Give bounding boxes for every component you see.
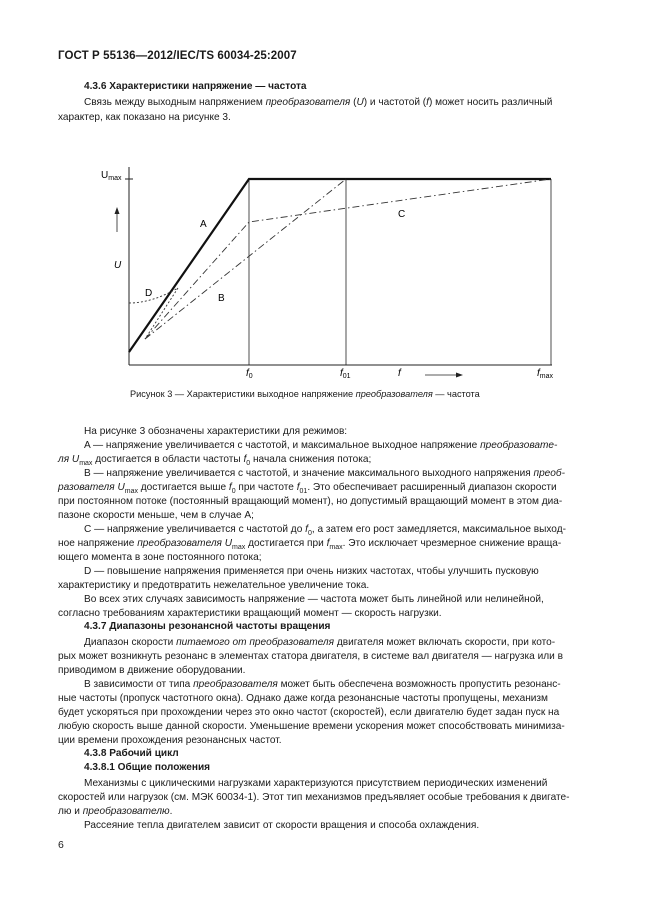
s438-p1-line1: Механизмы с циклическими нагрузками характеризуются присутствием периодических изменений [84,778,548,789]
page-number: 6 [58,839,64,851]
mode-a-line2: ля $U_{max}$ достигается в области частоты $f_0$ начала снижения потока; [58,454,372,468]
label-umax: $U_{max}$ [101,170,122,182]
section-4-3-8-title: 4.3.8 Рабочий цикл [84,748,179,759]
mode-a-line1: A — напряжение увеличивается с частотой, и максимальное выходное напряжение преобразовате- [84,440,558,451]
s437-p1-line2: рых может возникнуть резонанс в элементах статора двигателя, в системе вал двигателя — нагрузка или в [58,651,563,662]
label-curve-c: C [398,209,406,220]
all-modes-line1: Во всех этих случаях зависимость напряжение — частота может быть линейной или нелинейной, [84,594,544,605]
curve-b [145,179,346,339]
document-header: ГОСТ Р 55136—2012/IEC/TS 60034-25:2007 [58,50,297,62]
mode-b-line4: пазоне скорости меньше, чем в случае A; [58,510,254,521]
s436-paragraph-line1: Связь между выходным напряжением преобразователя (U) и частотой (f) может носить различный [84,97,553,108]
s437-p2-line5: ции времени прохождения резонансных частот. [58,735,282,746]
curve-a [129,179,551,352]
mode-d-line2: характеристику и предотвратить нежелательное увеличение тока. [58,580,370,591]
s438-p2: Рассеяние тепла двигателем зависит от скорости вращения и способа охлаждения. [84,820,480,831]
s438-p1-line2: скоростей или нагрузок (см. МЭК 60034-1). Этот тип механизмов предъявляет особые требования к двигате- [58,792,570,803]
figure-3-chart [0,0,646,400]
s437-p2-line1: В зависимости от типа преобразователя может быть обеспечена возможность пропустить резонанс- [84,679,561,690]
s437-p1-line1: Диапазон скорости питаемого от преобразователя двигателя может включать скорости, при кото- [84,637,556,648]
mode-c-line2: ное напряжение преобразователя $U_{max}$ достигается при $f_{max}$. Это исключает чрезмерное снижение враща- [58,538,562,552]
label-curve-b: B [218,293,225,304]
s437-p2-line2: ные частоты (пропуск частотного окна). Однако даже когда резонансные частоты пропущены, механизм [58,693,548,704]
mode-c-line1: C — напряжение увеличивается с частотой до $f_0$, а затем его рост замедляется, максимальное выход- [84,524,566,538]
s437-p2-line3: будет ускоряться при прохождении через это окно частот (скоростей), если двигателю будет задан пуск на [58,707,560,718]
s437-p2-line4: любую скорость выше данной скорости. Уменьшение времени ускорения может способствовать минимиза- [58,721,565,732]
f-arrow-head [456,373,463,378]
s436-paragraph-line2: характер, как показано на рисунке 3. [58,112,231,123]
label-fmax: $f_{max}$ [537,368,554,380]
label-f-axis: f [398,368,401,379]
mode-b-line2: разователя $U_{max}$ достигается выше $f_0$ при частоте $f_{01}$. Это обеспечивает расширенный диапазон скорости [58,482,557,496]
mode-c-line3: ющего момента в зоне постоянного потока; [58,552,262,563]
label-curve-a: A [200,219,207,230]
figure-3-caption: Рисунок 3 — Характеристики выходное напряжение преобразователя — частота [130,389,480,399]
mode-b-line1: B — напряжение увеличивается с частотой, и значение максимального выходного напряжения преоб- [84,468,565,479]
label-curve-d: D [145,288,153,299]
section-4-3-8-1-title: 4.3.8.1 Общие положения [84,762,211,773]
label-f0: $f_0$ [246,368,253,380]
mode-d-line1: D — повышение напряжения применяется при очень низких частотах, чтобы улучшить пусковую [84,566,539,577]
modes-intro: На рисунке 3 обозначены характеристики для режимов: [84,426,348,437]
u-arrow-head [115,207,120,214]
s438-p1-line3: лю и преобразователю. [58,806,173,817]
all-modes-line2: согласно требованиям характеристики вращающий момент — скорость нагрузки. [58,608,442,619]
s437-p1-line3: приводимом в движение оборудовании. [58,665,246,676]
label-u-axis: U [114,260,122,271]
curve-c [145,179,551,339]
mode-b-line3: при постоянном потоке (постоянный вращающий момент), но допустимый вращающий момент в этом диа- [58,496,563,507]
label-f01: $f_{01}$ [340,368,351,380]
section-4-3-7-title: 4.3.7 Диапазоны резонансной частоты вращения [84,621,331,632]
section-4-3-6-title: 4.3.6 Характеристики напряжение — частота [84,81,307,92]
